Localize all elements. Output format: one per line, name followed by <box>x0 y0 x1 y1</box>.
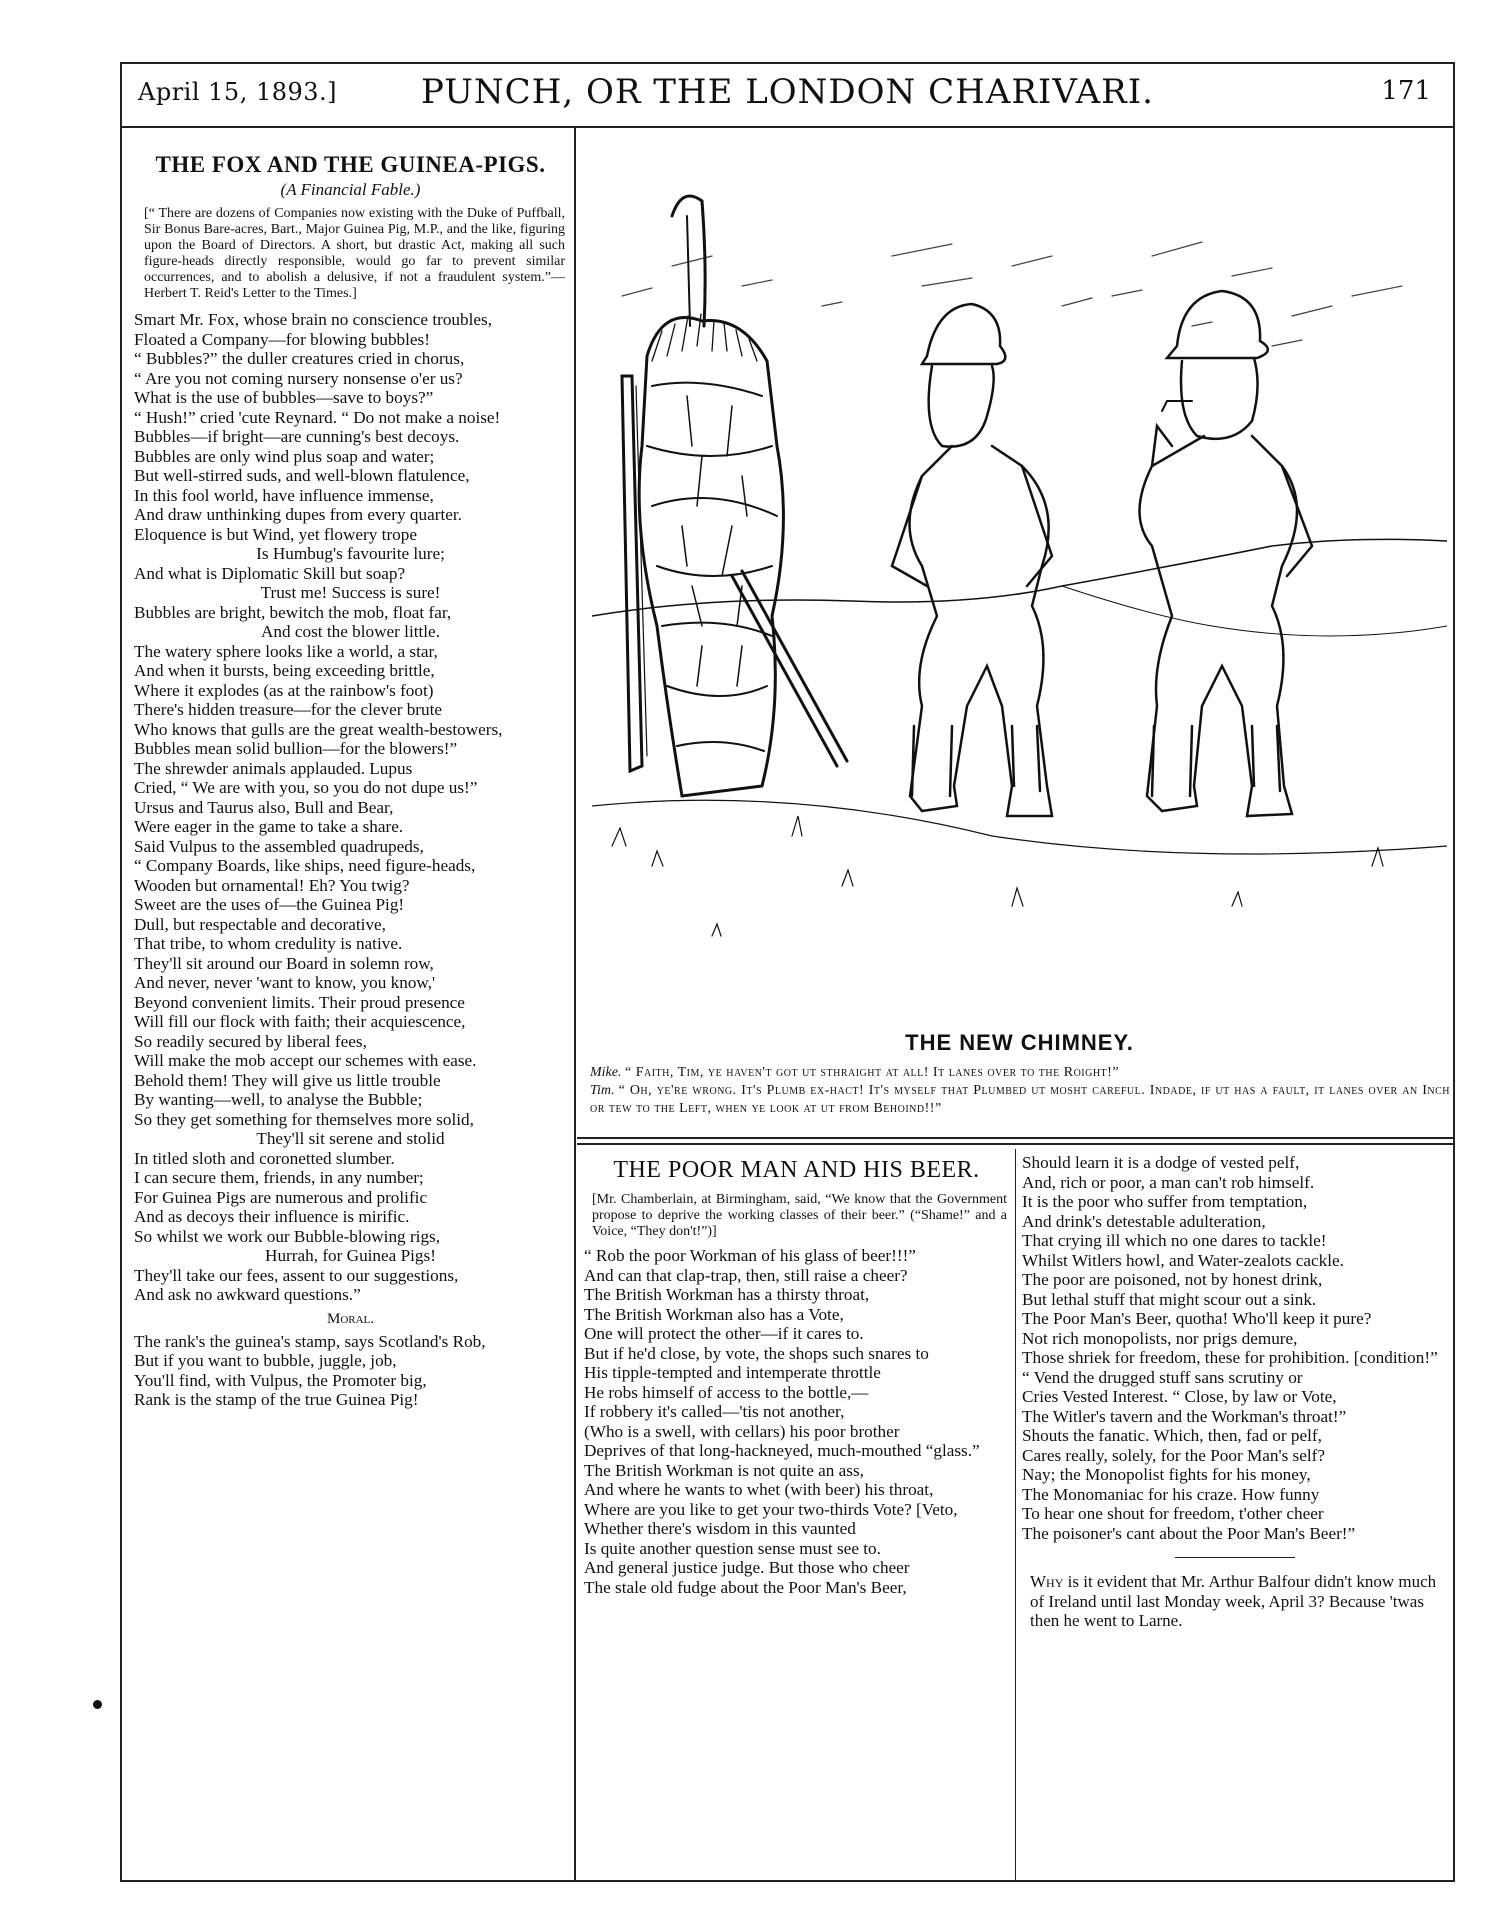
publication-title: PUNCH, OR THE LONDON CHARIVARI. <box>421 72 1154 112</box>
poem-line: “ Company Boards, like ships, need figure-heads, <box>134 856 476 875</box>
poem-line: By wanting—well, to analyse the Bubble; <box>134 1090 423 1109</box>
poem-line: Shouts the fanatic. Which, then, fad or pelf, <box>1022 1426 1322 1445</box>
poem-line: The Monomaniac for his craze. How funny <box>1022 1484 1320 1504</box>
poem-line: And, rich or poor, a man can't rob himself. <box>1022 1172 1315 1192</box>
poem-line: And where he wants to whet (with beer) his throat, <box>584 1480 934 1499</box>
poem-line: It is the poor who suffer from temptation, <box>1022 1192 1308 1211</box>
poem-line: Will make the mob accept our schemes with ease. <box>134 1051 477 1070</box>
poem-line: Is quite another question sense must see to. <box>584 1538 881 1558</box>
poem-line: In this fool world, have influence immense, <box>134 485 434 505</box>
poem-line: Cares really, solely, for the Poor Man's self? <box>1022 1445 1325 1465</box>
fox-poem-title: THE FOX AND THE GUINEA-PIGS. <box>155 152 546 177</box>
poem-line: I can secure them, friends, in any number; <box>134 1168 424 1187</box>
poem-line: They'll sit around our Board in solemn row, <box>134 953 434 973</box>
poem-line: And as decoys their influence is mirific. <box>134 1207 410 1226</box>
beer-poem-body-right <box>1022 1153 1447 1543</box>
poem-line: And never, never 'want to know, you know,' <box>134 973 436 992</box>
mike-dialogue <box>590 1064 1450 1082</box>
fox-poem-note: [“ There are dozens of Companies now existing with the Duke of Puffball, Sir Bonus Bare-acres, Bart., Major Guinea Pig, M.P., and the like, figuring upon the Board of Directors. A short, but drastic Act, making all such figure-heads directly responsible, would go far to prevent similar occurrences, and to abolish a delusive, if not a fraudulent system.”—Herbert T. Reid's Letter to the Times.] <box>144 206 565 301</box>
poem-line: “ Are you not coming nursery nonsense o'er us? <box>134 368 463 388</box>
page-frame <box>120 62 1455 1882</box>
separator <box>1175 1557 1295 1558</box>
poem-line: That crying ill which no one dares to tackle! <box>1022 1231 1327 1250</box>
poem-line: The Poor Man's Beer, quotha! Who'll keep it pure? <box>1022 1309 1372 1328</box>
poem-line: Cries Vested Interest. “ Close, by law or Vote, <box>1022 1387 1337 1406</box>
issue-date: April 15, 1893.] <box>138 78 338 106</box>
mike-label: Mike. <box>590 1065 622 1080</box>
page-header <box>122 64 1453 128</box>
poem-line: To hear one shout for freedom, t'other cheer <box>1022 1504 1324 1523</box>
margin-dot <box>93 1700 102 1709</box>
cartoon-caption <box>590 1064 1450 1118</box>
poem-line: Bubbles mean solid bullion—for the blowers!” <box>134 739 458 758</box>
fox-poem-subtitle: (A Financial Fable.) <box>280 180 421 199</box>
poem-line: They'll sit serene and stolid <box>256 1129 445 1148</box>
cartoon-title: THE NEW CHIMNEY. <box>905 1030 1134 1055</box>
section-rule-bottom <box>577 1143 1453 1145</box>
poem-line: Nay; the Monopolist fights for his money, <box>1022 1465 1311 1484</box>
poem-line: Beyond convenient limits. Their proud presence <box>134 992 465 1012</box>
poem-line: The British Workman is not quite an ass, <box>584 1460 864 1480</box>
tim-text: “ Oh, ye're wrong. It's Plumb ex-hact! It's myself that Plumbed ut mosht careful. Indade, if ut has a fault, it lanes over an Inch or tew to the Left, when ye look at ut from Behoind!!” <box>590 1083 1451 1116</box>
poem-line: And general justice judge. But those who cheer <box>584 1558 910 1577</box>
poem-line: The rank's the guinea's stamp, says Scotland's Rob, <box>134 1331 486 1351</box>
joke-lead: Why <box>1030 1572 1064 1591</box>
poem-line: Will fill our flock with faith; their acquiescence, <box>134 1012 466 1031</box>
poem-line: Behold them! They will give us little trouble <box>134 1070 441 1090</box>
section-rule-top <box>577 1137 1453 1139</box>
poem-line: Hurrah, for Guinea Pigs! <box>265 1246 436 1265</box>
poem-line: The shrewder animals applauded. Lupus <box>134 758 413 778</box>
poem-line: Eloquence is but Wind, yet flowery trope <box>134 524 417 544</box>
poem-line: Where it explodes (as at the rainbow's foot) <box>134 680 434 700</box>
poem-line: Floated a Company—for blowing bubbles! <box>134 329 430 349</box>
moral-body <box>134 1332 567 1410</box>
poem-line: And what is Diplomatic Skill but soap? <box>134 563 406 583</box>
poem-line: For Guinea Pigs are numerous and prolific <box>134 1187 428 1207</box>
poem-line: The Witler's tavern and the Workman's throat!” <box>1022 1406 1347 1426</box>
poem-line: (Who is a swell, with cellars) his poor brother <box>584 1421 900 1441</box>
beer-poem-title: THE POOR MAN AND HIS BEER. <box>613 1157 980 1183</box>
beer-poem-body-left <box>584 1246 1009 1597</box>
poem-line: And when it bursts, being exceeding brittle, <box>134 661 435 680</box>
beer-poem-column-continued <box>1022 1149 1447 1631</box>
poem-line: But if you want to bubble, juggle, job, <box>134 1351 397 1370</box>
poem-line: Whether there's wisdom in this vaunted <box>584 1519 856 1538</box>
tim-label: Tim. <box>590 1083 615 1098</box>
poem-line: What is the use of bubbles—save to boys?” <box>134 388 434 407</box>
poem-line: Those shriek for freedom, these for prohibition. [condition!” <box>1022 1348 1438 1367</box>
column-divider <box>574 126 576 1880</box>
poem-line: Where are you like to get your two-thirds Vote? [Veto, <box>584 1499 958 1519</box>
poem-line: Bubbles are bright, bewitch the mob, float far, <box>134 602 452 622</box>
poem-line: “ Rob the poor Workman of his glass of beer!!!” <box>584 1246 916 1265</box>
poem-line: Smart Mr. Fox, whose brain no conscience troubles, <box>134 310 493 329</box>
poem-line: But if he'd close, by vote, the shops such snares to <box>584 1343 929 1363</box>
new-chimney-cartoon <box>592 146 1447 1026</box>
poem-line: Should learn it is a dodge of vested pelf, <box>1022 1153 1300 1172</box>
poem-line: Sweet are the uses of—the Guinea Pig! <box>134 895 405 914</box>
poem-line: And ask no awkward questions.” <box>134 1285 361 1304</box>
balfour-joke <box>1030 1572 1447 1631</box>
poem-line: Bubbles—if bright—are cunning's best decoys. <box>134 427 460 446</box>
mike-text: “ Faith, Tim, ye haven't got ut sthraight at all! It lanes over to the Roight!” <box>624 1065 1120 1080</box>
fox-poem-body <box>134 310 567 1305</box>
poem-line: And drink's detestable adulteration, <box>1022 1211 1266 1231</box>
fox-poem-column <box>134 142 567 1870</box>
poem-line: Dull, but respectable and decorative, <box>134 914 386 934</box>
poem-line: The stale old fudge about the Poor Man's Beer, <box>584 1577 907 1597</box>
poem-line: His tipple-tempted and intemperate throttle <box>584 1363 881 1382</box>
poem-line: The poisoner's cant about the Poor Man's Beer!” <box>1022 1523 1356 1543</box>
poem-line: He robs himself of access to the bottle,— <box>584 1382 869 1402</box>
tim-dialogue <box>590 1082 1450 1118</box>
poem-line: If robbery it's called—'tis not another, <box>584 1402 845 1421</box>
page-number: 171 <box>1381 76 1431 106</box>
column-divider-2 <box>1015 1149 1016 1880</box>
poem-line: And can that clap-trap, then, still raise a cheer? <box>584 1265 908 1285</box>
poem-line: But lethal stuff that might scour out a sink. <box>1022 1289 1317 1309</box>
poem-line: You'll find, with Vulpus, the Promoter big, <box>134 1370 427 1390</box>
poem-line: “ Bubbles?” the duller creatures cried in chorus, <box>134 349 465 368</box>
poem-line: So whilst we work our Bubble-blowing rigs, <box>134 1226 441 1246</box>
poem-line: “ Vend the drugged stuff sans scrutiny or <box>1022 1367 1303 1387</box>
poem-line: Were eager in the game to take a share. <box>134 817 404 836</box>
poem-line: Trust me! Success is sure! <box>260 583 441 602</box>
poem-line: Bubbles are only wind plus soap and water; <box>134 446 435 466</box>
moral-heading: Moral. <box>326 1310 375 1327</box>
poem-line: Who knows that gulls are the great wealth-bestowers, <box>134 719 503 739</box>
poem-line: Not rich monopolists, nor prigs demure, <box>1022 1328 1298 1348</box>
poem-line: The watery sphere looks like a world, a star, <box>134 641 438 661</box>
poem-line: The poor are poisoned, not by honest drink, <box>1022 1270 1323 1289</box>
poem-line: So readily secured by liberal fees, <box>134 1031 367 1051</box>
poem-line: So they get something for themselves more solid, <box>134 1109 474 1129</box>
poem-line: The British Workman has a thirsty throat, <box>584 1285 870 1304</box>
poem-line: Whilst Witlers howl, and Water-zealots cackle. <box>1022 1250 1344 1270</box>
beer-poem-note: [Mr. Chamberlain, at Birmingham, said, “We know that the Government propose to deprive the working classes of their beer.” (“Shame!” and a Voice, “They don't!”)] <box>592 1192 1007 1239</box>
poem-line: That tribe, to whom credulity is native. <box>134 934 403 953</box>
poem-line: “ Hush!” cried 'cute Reynard. “ Do not make a noise! <box>134 407 501 427</box>
poem-line: In titled sloth and coronetted slumber. <box>134 1148 395 1168</box>
poem-line: But well-stirred suds, and well-blown flatulence, <box>134 466 470 485</box>
poem-line: They'll take our fees, assent to our suggestions, <box>134 1265 459 1285</box>
beer-poem-column <box>584 1149 1009 1597</box>
poem-line: Wooden but ornamental! Eh? You twig? <box>134 875 410 895</box>
poem-line: The British Workman also has a Vote, <box>584 1304 844 1324</box>
poem-line: One will protect the other—if it cares to. <box>584 1324 864 1343</box>
poem-line: Cried, “ We are with you, so you do not dupe us!” <box>134 778 478 797</box>
poem-line: Rank is the stamp of the true Guinea Pig! <box>134 1390 419 1409</box>
poem-line: There's hidden treasure—for the clever brute <box>134 700 443 719</box>
poem-line: And cost the blower little. <box>260 622 440 641</box>
poem-line: Said Vulpus to the assembled quadrupeds, <box>134 836 424 856</box>
poem-line: Ursus and Taurus also, Bull and Bear, <box>134 797 394 817</box>
poem-line: Deprives of that long-hackneyed, much-mouthed “glass.” <box>584 1441 980 1460</box>
joke-text: is it evident that Mr. Arthur Balfour didn't know much of Ireland until last Monday week, April 3? Because 'twas then he went to Larne. <box>1030 1572 1437 1630</box>
poem-line: And draw unthinking dupes from every quarter. <box>134 505 462 524</box>
poem-line: Is Humbug's favourite lure; <box>256 544 445 563</box>
